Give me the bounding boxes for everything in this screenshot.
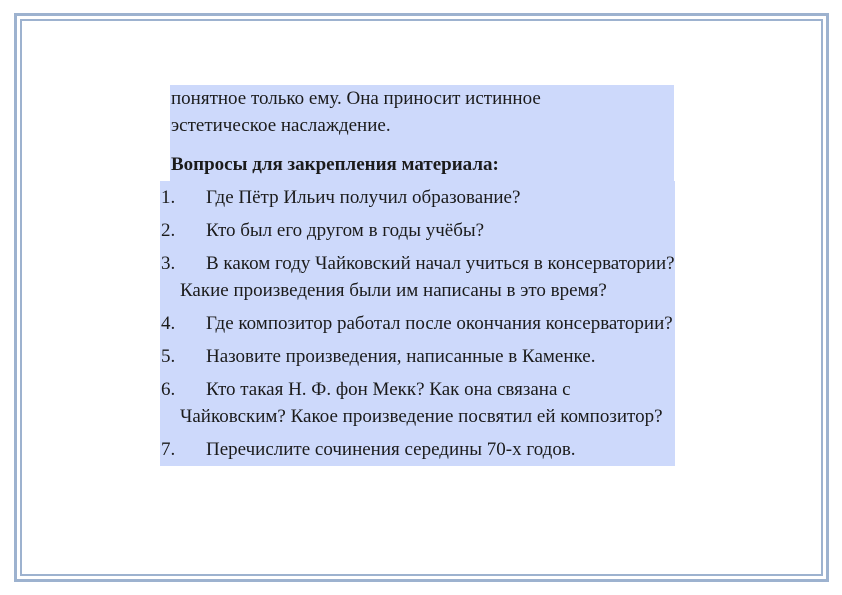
question-text: Где композитор работал после окончания консерватории?	[206, 313, 673, 334]
questions-list	[160, 181, 675, 466]
intro-line-1: понятное только ему. Она приносит истинное	[171, 88, 541, 109]
text-content	[160, 85, 675, 466]
question-item-3	[160, 247, 675, 307]
question-text: Где Пётр Ильич получил образование?	[206, 187, 521, 208]
question-text: Перечислите сочинения середины 70-х годов.	[206, 439, 576, 460]
question-number: 1.	[161, 187, 176, 208]
question-item-1	[160, 181, 675, 214]
question-text: Назовите произведения, написанные в Каменке.	[206, 346, 596, 367]
question-item-6	[160, 373, 675, 433]
question-item-2	[160, 214, 675, 247]
question-text: Кто такая Н. Ф. фон Мекк? Как она связана с Чайковским? Какое произведение посвятил ей композитор?	[180, 379, 663, 427]
question-number: 7.	[161, 439, 176, 460]
questions-heading: Вопросы для закрепления материала:	[170, 151, 674, 181]
question-number: 6.	[161, 379, 176, 400]
intro-paragraph	[170, 85, 674, 151]
question-text: Кто был его другом в годы учёбы?	[206, 220, 485, 241]
question-number: 5.	[161, 346, 176, 367]
question-number: 3.	[161, 253, 176, 274]
question-number: 2.	[161, 220, 176, 241]
intro-line-2: эстетическое наслаждение.	[171, 115, 391, 136]
question-number: 4.	[161, 313, 176, 334]
question-text: В каком году Чайковский начал учиться в консерватории? Какие произведения были им написаны в это время?	[180, 253, 675, 301]
question-item-4	[160, 307, 675, 340]
question-item-7	[160, 433, 675, 466]
question-item-5	[160, 340, 675, 373]
